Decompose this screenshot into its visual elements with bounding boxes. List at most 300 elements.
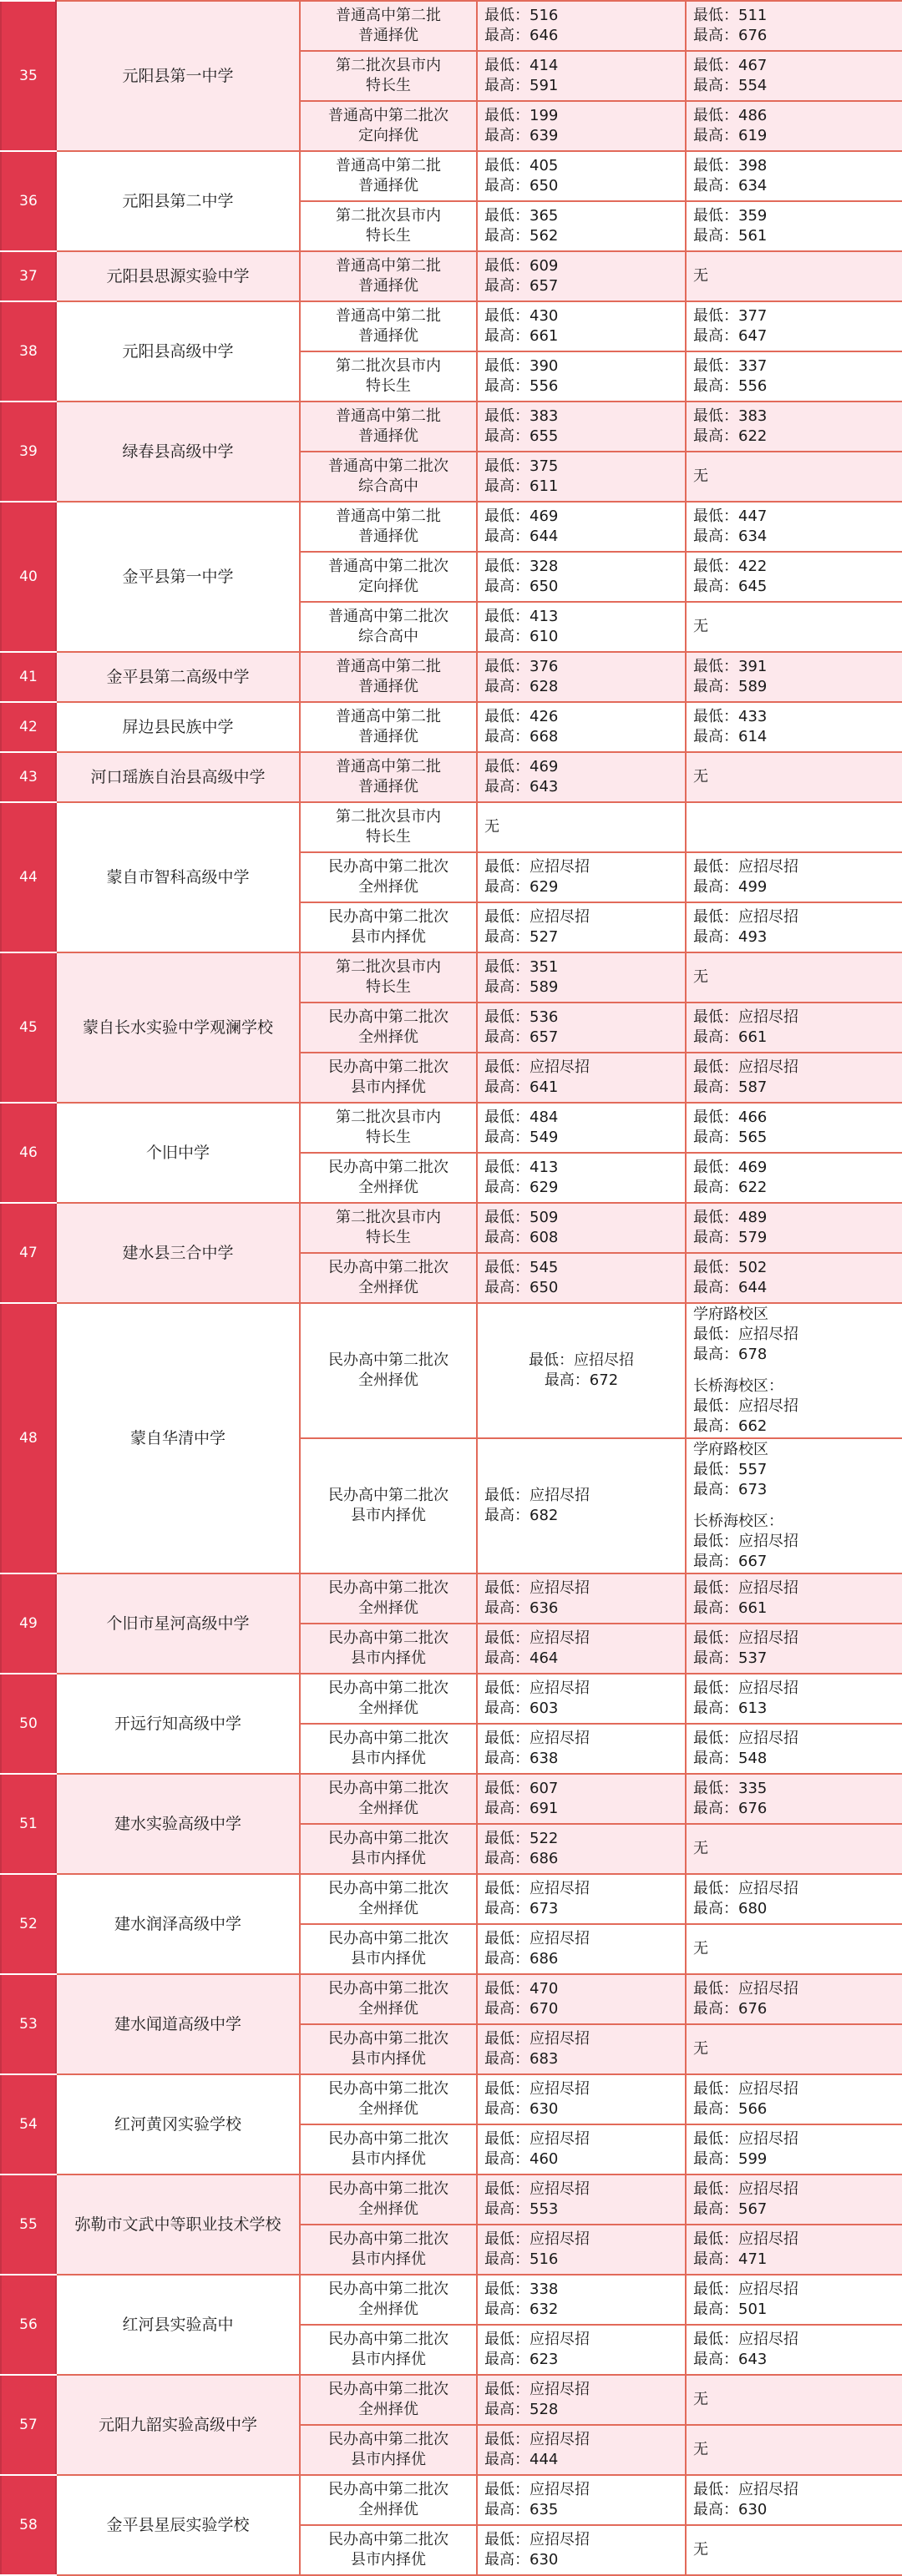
previous-score-line: 最低：应招尽招	[693, 1008, 798, 1026]
previous-score-line: 最低：486	[693, 107, 768, 124]
table-row	[1, 952, 902, 1003]
row-number: 52	[1, 1874, 56, 1974]
batch-line: 普通择优	[358, 427, 418, 445]
batch-cell	[300, 602, 477, 652]
previous-score-line: 最低：335	[693, 1780, 768, 1797]
score-line: 最低：应招尽招	[484, 2431, 590, 2448]
previous-score-line: 无	[693, 267, 708, 285]
batch-cell	[300, 301, 477, 351]
score-line: 最高：643	[484, 778, 559, 796]
score-cell	[477, 552, 686, 602]
batch-cell	[300, 351, 477, 402]
batch-line: 第二批次县市内	[336, 808, 441, 826]
previous-score-line: 无	[693, 1940, 708, 1957]
batch-line: 民办高中第二批次	[328, 1058, 448, 1076]
score-cell	[477, 201, 686, 251]
batch-line: 县市内择优	[351, 1078, 426, 1096]
score-cell	[477, 1724, 686, 1774]
previous-score-line: 最低：377	[693, 307, 768, 325]
score-line: 最低：应招尽招	[484, 1730, 590, 1747]
score-line: 最高：641	[484, 1078, 559, 1096]
score-line: 最高：527	[484, 928, 559, 946]
batch-line: 全州择优	[358, 1599, 418, 1617]
previous-score-line: 无	[693, 467, 708, 485]
score-line: 无	[484, 818, 499, 836]
previous-score-line: 最低：应招尽招	[693, 2230, 798, 2248]
score-line: 最高：610	[484, 628, 559, 645]
previous-score-line: 最低：应招尽招	[693, 2281, 798, 2298]
batch-line: 全州择优	[358, 1371, 418, 1389]
score-line: 最低：应招尽招	[484, 2130, 590, 2148]
row-number: 49	[1, 1573, 56, 1674]
score-line: 最高：638	[484, 1750, 559, 1767]
previous-score-line: 最高：644	[693, 1279, 768, 1296]
row-number: 58	[1, 2475, 56, 2575]
table-row	[1, 301, 902, 351]
previous-score-cell	[686, 802, 902, 852]
score-line: 最低：376	[484, 658, 559, 675]
batch-cell	[300, 151, 477, 201]
batch-cell	[300, 2174, 477, 2225]
previous-score-cell	[686, 1724, 902, 1774]
batch-cell	[300, 1674, 477, 1724]
previous-score-cell	[686, 151, 902, 201]
previous-score-line: 最低：应招尽招	[693, 1058, 798, 1076]
table-row	[1, 2074, 902, 2124]
score-cell	[477, 402, 686, 452]
previous-score-cell	[686, 51, 902, 101]
score-line: 最高：650	[484, 1279, 559, 1296]
score-line: 最低：应招尽招	[484, 1679, 590, 1697]
batch-cell	[300, 552, 477, 602]
row-number: 57	[1, 2375, 56, 2475]
row-number: 40	[1, 502, 56, 652]
previous-score-line: 最低：383	[693, 407, 768, 425]
batch-line: 民办高中第二批次	[328, 2130, 448, 2148]
batch-cell	[300, 2525, 477, 2575]
previous-score-line: 最高：676	[693, 2000, 768, 2018]
row-number: 48	[1, 1303, 56, 1573]
table-body	[1, 1, 902, 2575]
batch-cell	[300, 2024, 477, 2074]
previous-score-line: 最高：661	[693, 1028, 768, 1046]
previous-score-cell	[686, 502, 902, 552]
score-line: 最高：444	[484, 2451, 559, 2468]
campus-line: 最高：673	[693, 1481, 768, 1498]
batch-line: 普通高中第二批	[336, 307, 441, 325]
previous-score-line: 最低：391	[693, 658, 768, 675]
school-name: 金平县第一中学	[56, 502, 300, 652]
score-line: 最低：516	[484, 7, 559, 24]
previous-score-line: 最高：619	[693, 127, 768, 144]
score-line: 最低：应招尽招	[484, 2180, 590, 2198]
previous-score-line: 最低：应招尽招	[693, 1679, 798, 1697]
school-name: 建水县三合中学	[56, 1203, 300, 1303]
previous-score-line: 最低：应招尽招	[693, 2331, 798, 2348]
batch-cell	[300, 402, 477, 452]
previous-score-cell	[686, 952, 902, 1003]
score-cell	[477, 1053, 686, 1103]
score-line: 最低：应招尽招	[484, 1487, 590, 1504]
row-number: 35	[1, 1, 56, 151]
previous-score-line: 最低：447	[693, 508, 768, 525]
batch-cell	[300, 1438, 477, 1573]
score-line: 最高：672	[544, 1371, 619, 1389]
batch-cell	[300, 1253, 477, 1303]
score-line: 最高：686	[484, 1950, 559, 1967]
previous-score-cell	[686, 1924, 902, 1974]
score-line: 最低：应招尽招	[484, 1880, 590, 1897]
previous-score-line: 最低：489	[693, 1209, 768, 1226]
score-line: 最高：650	[484, 177, 559, 194]
previous-score-cell	[686, 351, 902, 402]
batch-cell	[300, 1103, 477, 1153]
previous-score-line: 最高：587	[693, 1078, 768, 1096]
batch-line: 普通高中第二批	[336, 407, 441, 425]
score-line: 最高：628	[484, 678, 559, 695]
table-row	[1, 1, 902, 51]
batch-line: 第二批次县市内	[336, 958, 441, 976]
previous-score-line: 最高：589	[693, 678, 768, 695]
score-line: 最低：应招尽招	[529, 1351, 634, 1369]
previous-score-line: 最低：应招尽招	[693, 1880, 798, 1897]
school-name: 开远行知高级中学	[56, 1674, 300, 1774]
batch-line: 第二批次县市内	[336, 57, 441, 74]
score-cell	[477, 752, 686, 802]
batch-line: 普通高中第二批	[336, 508, 441, 525]
campus-line: 最低：应招尽招	[693, 1397, 798, 1415]
school-name: 弥勒市文武中等职业技术学校	[56, 2174, 300, 2275]
table-row	[1, 2174, 902, 2225]
previous-score-line: 最高：501	[693, 2301, 768, 2318]
previous-score-line: 最高：537	[693, 1649, 768, 1667]
score-line: 最高：528	[484, 2401, 559, 2418]
previous-score-line: 最高：676	[693, 1800, 768, 1817]
batch-line: 全州择优	[358, 2000, 418, 2018]
batch-cell	[300, 752, 477, 802]
score-cell	[477, 301, 686, 351]
batch-cell	[300, 1624, 477, 1674]
score-line: 最高：623	[484, 2351, 559, 2368]
previous-score-cell	[686, 1624, 902, 1674]
batch-line: 民办高中第二批次	[328, 2281, 448, 2298]
row-number: 42	[1, 702, 56, 752]
batch-line: 普通择优	[358, 327, 418, 345]
previous-score-line: 无	[693, 2040, 708, 2058]
previous-score-cell	[686, 2124, 902, 2174]
batch-line: 民办高中第二批次	[328, 1930, 448, 1947]
batch-cell	[300, 1824, 477, 1874]
school-name: 建水闻道高级中学	[56, 1974, 300, 2074]
table-row	[1, 1303, 902, 1438]
batch-line: 民办高中第二批次	[328, 1008, 448, 1026]
row-number: 50	[1, 1674, 56, 1774]
previous-score-line: 最高：647	[693, 327, 768, 345]
batch-line: 县市内择优	[351, 2150, 426, 2168]
score-line: 最高：661	[484, 327, 559, 345]
batch-line: 全州择优	[358, 2501, 418, 2518]
score-line: 最低：应招尽招	[484, 2381, 590, 2398]
previous-score-line: 最高：622	[693, 427, 768, 445]
score-line: 最低：509	[484, 1209, 559, 1226]
previous-score-cell	[686, 1003, 902, 1053]
row-number: 54	[1, 2074, 56, 2174]
table-row	[1, 652, 902, 702]
batch-line: 全州择优	[358, 2301, 418, 2318]
score-line: 最高：639	[484, 127, 559, 144]
row-number: 53	[1, 1974, 56, 2074]
batch-cell	[300, 2124, 477, 2174]
previous-score-line: 最低：511	[693, 7, 768, 24]
score-line: 最高：650	[484, 578, 559, 595]
score-cell	[477, 1974, 686, 2024]
school-name: 红河县实验高中	[56, 2275, 300, 2375]
previous-score-line: 无	[693, 2441, 708, 2458]
previous-score-cell	[686, 852, 902, 902]
batch-line: 特长生	[366, 828, 411, 846]
score-line: 最高：611	[484, 477, 559, 495]
previous-score-line: 最高：579	[693, 1229, 768, 1246]
previous-score-line: 最高：676	[693, 27, 768, 44]
batch-cell	[300, 1, 477, 51]
previous-score-cell	[686, 1438, 902, 1573]
score-line: 最低：413	[484, 608, 559, 625]
campus-line: 长桥海校区：	[693, 1377, 783, 1395]
batch-line: 民办高中第二批次	[328, 2531, 448, 2548]
row-number: 47	[1, 1203, 56, 1303]
batch-cell	[300, 802, 477, 852]
batch-cell	[300, 1924, 477, 1974]
row-number: 44	[1, 802, 56, 952]
score-cell	[477, 1774, 686, 1824]
table-row	[1, 702, 902, 752]
previous-score-cell	[686, 402, 902, 452]
batch-line: 县市内择优	[351, 2451, 426, 2468]
score-line: 最高：673	[484, 1900, 559, 1917]
score-cell	[477, 2525, 686, 2575]
batch-line: 县市内择优	[351, 2551, 426, 2568]
batch-line: 特长生	[366, 77, 411, 94]
table-row	[1, 1674, 902, 1724]
batch-line: 特长生	[366, 1229, 411, 1246]
campus-line: 学府路校区	[693, 1441, 768, 1458]
batch-line: 普通高中第二批	[336, 157, 441, 174]
batch-line: 普通择优	[358, 678, 418, 695]
table-row	[1, 1103, 902, 1153]
school-name: 个旧市星河高级中学	[56, 1573, 300, 1674]
batch-cell	[300, 1724, 477, 1774]
batch-line: 民办高中第二批次	[328, 1780, 448, 1797]
school-name: 个旧中学	[56, 1103, 300, 1203]
batch-cell	[300, 702, 477, 752]
previous-score-cell	[686, 652, 902, 702]
score-line: 最低：609	[484, 257, 559, 275]
batch-line: 民办高中第二批次	[328, 2230, 448, 2248]
campus-line: 最低：应招尽招	[693, 1326, 798, 1343]
batch-line: 民办高中第二批次	[328, 1679, 448, 1697]
batch-cell	[300, 902, 477, 952]
school-name: 元阳县第二中学	[56, 151, 300, 251]
batch-line: 全州择优	[358, 2401, 418, 2418]
batch-cell	[300, 2074, 477, 2124]
score-line: 最低：应招尽招	[484, 2080, 590, 2098]
batch-cell	[300, 1774, 477, 1824]
score-line: 最低：470	[484, 1980, 559, 1998]
campus-block	[693, 1512, 902, 1572]
score-line: 最高：629	[484, 1179, 559, 1196]
batch-cell	[300, 2475, 477, 2525]
school-name: 建水润泽高级中学	[56, 1874, 300, 1974]
table-row	[1, 802, 902, 852]
score-cell	[477, 1253, 686, 1303]
batch-cell	[300, 1974, 477, 2024]
campus-line: 学府路校区	[693, 1306, 768, 1323]
previous-score-line: 最低：应招尽招	[693, 1579, 798, 1597]
batch-line: 普通高中第二批次	[328, 107, 448, 124]
score-cell	[477, 2475, 686, 2525]
previous-score-cell	[686, 2024, 902, 2074]
batch-line: 普通高中第二批	[336, 7, 441, 24]
campus-line: 最高：678	[693, 1346, 768, 1363]
score-line: 最高：516	[484, 2250, 559, 2268]
score-cell	[477, 2375, 686, 2425]
batch-cell	[300, 852, 477, 902]
previous-score-line: 最低：359	[693, 207, 768, 225]
score-cell	[477, 2225, 686, 2275]
table-row	[1, 1874, 902, 1924]
previous-score-cell	[686, 1053, 902, 1103]
score-line: 最低：545	[484, 1259, 559, 1276]
batch-line: 普通高中第二批	[336, 708, 441, 725]
batch-line: 民办高中第二批次	[328, 858, 448, 876]
table-row	[1, 2475, 902, 2525]
score-line: 最高：683	[484, 2050, 559, 2068]
row-number: 38	[1, 301, 56, 402]
campus-line: 最高：667	[693, 1553, 768, 1570]
table-row	[1, 151, 902, 201]
previous-score-cell	[686, 552, 902, 602]
batch-line: 民办高中第二批次	[328, 2431, 448, 2448]
table-row	[1, 1203, 902, 1253]
score-line: 最低：522	[484, 1830, 559, 1847]
score-cell	[477, 2425, 686, 2475]
previous-score-line: 最高：565	[693, 1129, 768, 1146]
previous-score-line: 最高：680	[693, 1900, 768, 1917]
score-line: 最高：629	[484, 878, 559, 896]
score-line: 最低：应招尽招	[484, 1579, 590, 1597]
previous-score-cell	[686, 1, 902, 51]
previous-score-cell	[686, 2174, 902, 2225]
batch-line: 民办高中第二批次	[328, 1259, 448, 1276]
row-number: 37	[1, 251, 56, 301]
previous-score-line: 最低：467	[693, 57, 768, 74]
score-line: 最高：632	[484, 2301, 559, 2318]
table-row	[1, 1774, 902, 1824]
previous-score-line: 最低：应招尽招	[693, 2180, 798, 2198]
table-row	[1, 752, 902, 802]
score-line: 最高：657	[484, 1028, 559, 1046]
score-cell	[477, 802, 686, 852]
score-cell	[477, 652, 686, 702]
score-line: 最低：469	[484, 758, 559, 775]
score-line: 最低：414	[484, 57, 559, 74]
score-line: 最高：670	[484, 2000, 559, 2018]
score-line: 最高：655	[484, 427, 559, 445]
score-line: 最低：365	[484, 207, 559, 225]
batch-line: 民办高中第二批次	[328, 1487, 448, 1504]
school-name: 蒙自华清中学	[56, 1303, 300, 1573]
previous-score-cell	[686, 1153, 902, 1203]
row-number: 41	[1, 652, 56, 702]
batch-line: 县市内择优	[351, 1507, 426, 1524]
score-line: 最低：413	[484, 1159, 559, 1176]
batch-line: 民办高中第二批次	[328, 2030, 448, 2048]
batch-line: 民办高中第二批次	[328, 2180, 448, 2198]
previous-score-line: 无	[693, 2541, 708, 2558]
batch-cell	[300, 51, 477, 101]
previous-score-line: 最高：554	[693, 77, 768, 94]
previous-score-cell	[686, 1253, 902, 1303]
previous-score-line: 最低：应招尽招	[693, 1730, 798, 1747]
previous-score-cell	[686, 1103, 902, 1153]
row-number: 45	[1, 952, 56, 1103]
score-line: 最高：562	[484, 227, 559, 245]
batch-line: 第二批次县市内	[336, 357, 441, 375]
batch-line: 普通择优	[358, 27, 418, 44]
batch-line: 普通高中第二批	[336, 758, 441, 775]
table-row	[1, 402, 902, 452]
score-cell	[477, 2124, 686, 2174]
batch-line: 民办高中第二批次	[328, 2481, 448, 2498]
previous-score-line: 最高：471	[693, 2250, 768, 2268]
batch-line: 民办高中第二批次	[328, 1980, 448, 1998]
score-cell	[477, 2275, 686, 2325]
row-number: 39	[1, 402, 56, 502]
previous-score-cell	[686, 251, 902, 301]
table-row	[1, 502, 902, 552]
table-row	[1, 2275, 902, 2325]
batch-cell	[300, 1003, 477, 1053]
previous-score-line: 最低：398	[693, 157, 768, 174]
score-cell	[477, 51, 686, 101]
campus-block	[693, 1440, 902, 1500]
row-number: 56	[1, 2275, 56, 2375]
batch-line: 全州择优	[358, 878, 418, 896]
batch-line: 民办高中第二批次	[328, 1730, 448, 1747]
score-cell	[477, 1303, 686, 1438]
previous-score-cell	[686, 1824, 902, 1874]
previous-score-line: 无	[693, 618, 708, 635]
batch-line: 县市内择优	[351, 1649, 426, 1667]
score-cell	[477, 902, 686, 952]
batch-line: 普通择优	[358, 528, 418, 545]
previous-score-cell	[686, 2525, 902, 2575]
batch-line: 县市内择优	[351, 1750, 426, 1767]
previous-score-line: 最高：614	[693, 728, 768, 745]
previous-score-cell	[686, 201, 902, 251]
batch-line: 民办高中第二批次	[328, 1351, 448, 1369]
school-name: 元阳县第一中学	[56, 1, 300, 151]
score-line: 最高：549	[484, 1129, 559, 1146]
batch-line: 全州择优	[358, 2100, 418, 2118]
batch-line: 全州择优	[358, 1900, 418, 1917]
batch-cell	[300, 2225, 477, 2275]
score-cell	[477, 1874, 686, 1924]
score-cell	[477, 1003, 686, 1053]
score-cell	[477, 1624, 686, 1674]
previous-score-cell	[686, 452, 902, 502]
batch-cell	[300, 2375, 477, 2425]
